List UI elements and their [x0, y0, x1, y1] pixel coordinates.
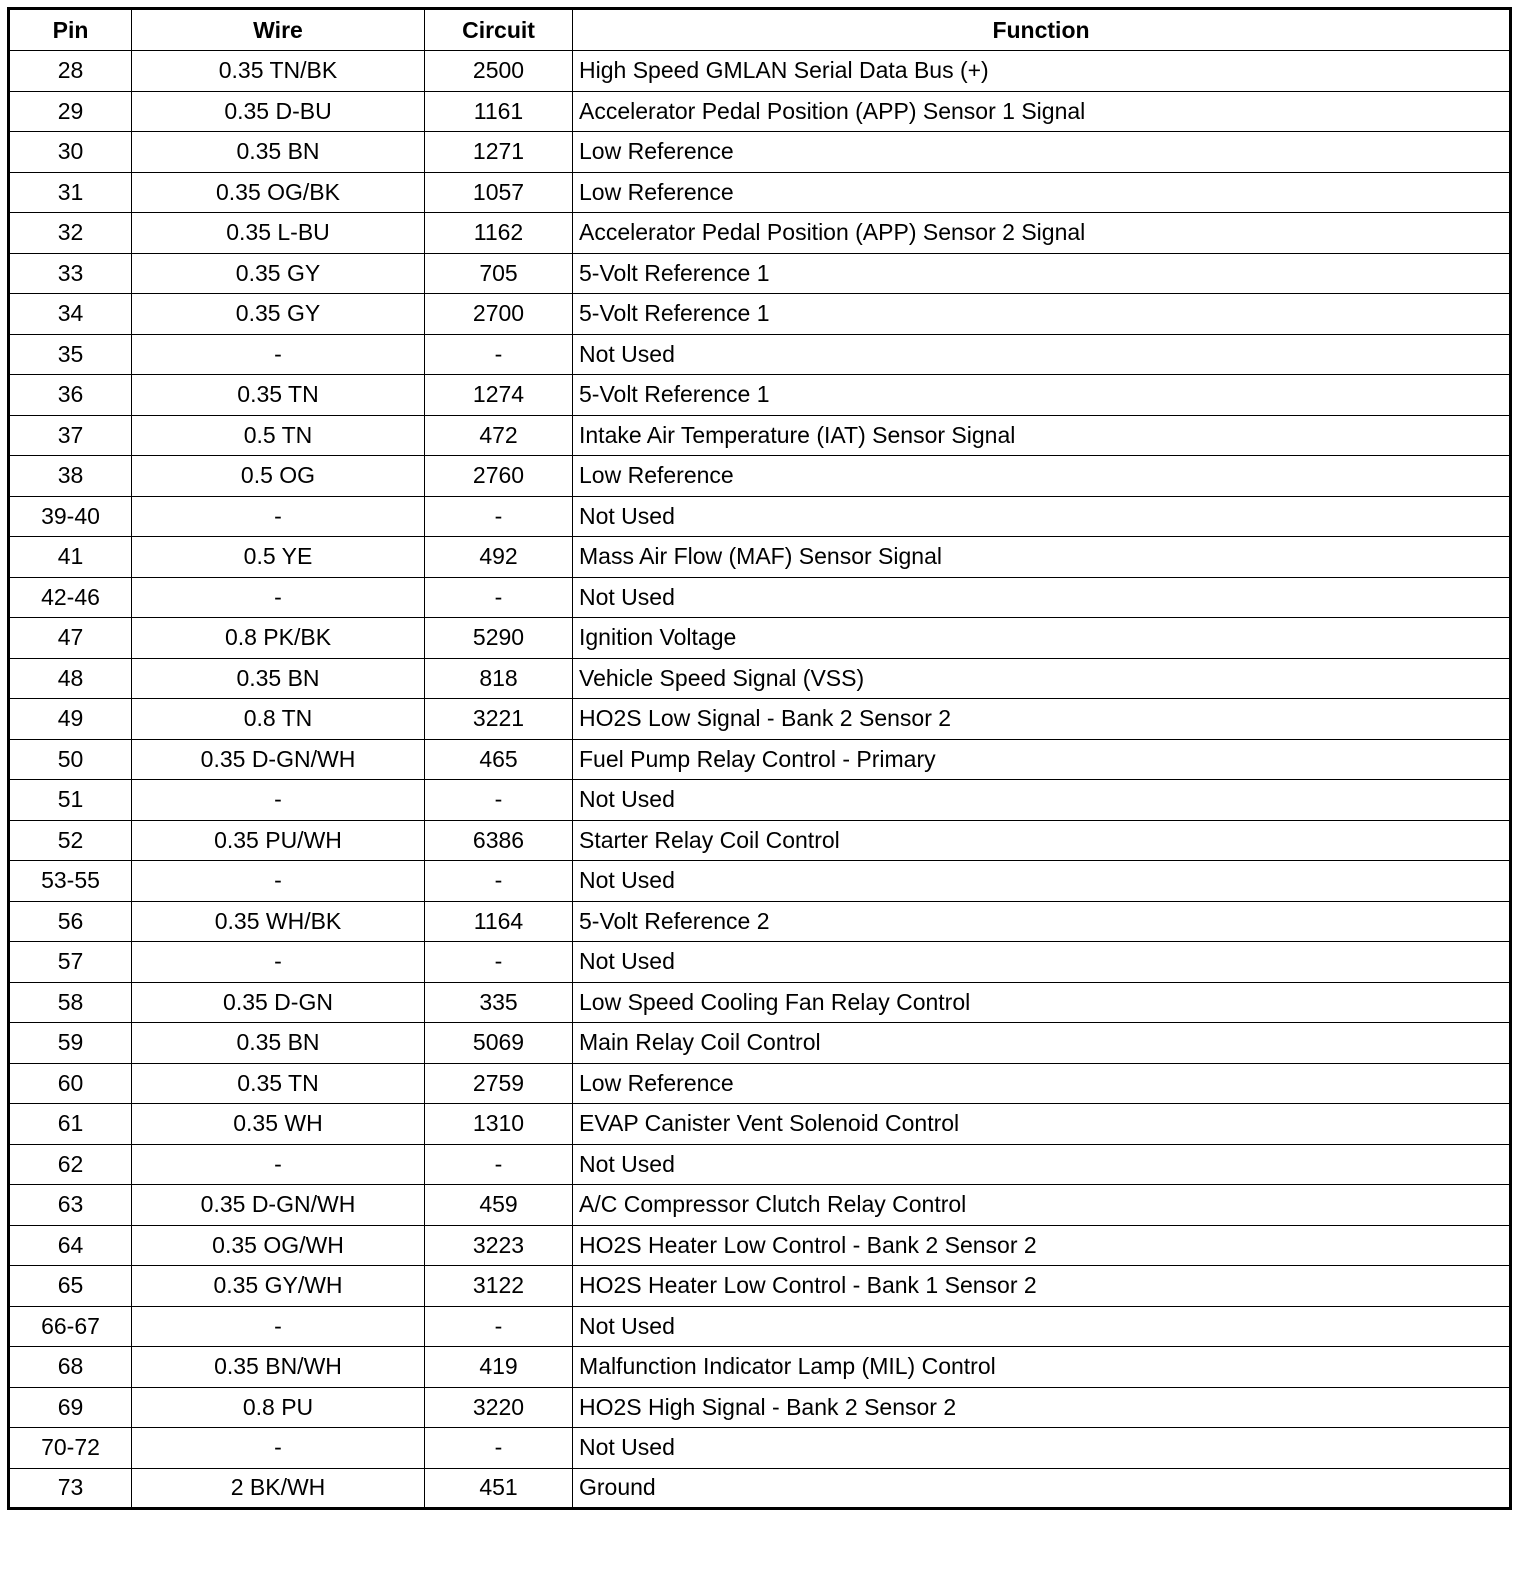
- table-row: [9, 739, 1511, 780]
- circuit-cell: 2759: [425, 1063, 573, 1104]
- table-row: [9, 658, 1511, 699]
- function-cell: Not Used: [573, 780, 1511, 821]
- wire-cell: 0.35 PU/WH: [132, 820, 425, 861]
- pin-cell: 48: [9, 658, 132, 699]
- wire-cell: -: [132, 1144, 425, 1185]
- table-row: [9, 1387, 1511, 1428]
- wire-cell: 0.35 TN/BK: [132, 51, 425, 92]
- table-row: [9, 456, 1511, 497]
- circuit-cell: -: [425, 1428, 573, 1469]
- table-row: [9, 1023, 1511, 1064]
- pin-cell: 63: [9, 1185, 132, 1226]
- wire-cell: 0.8 PK/BK: [132, 618, 425, 659]
- circuit-cell: 3221: [425, 699, 573, 740]
- pin-cell: 51: [9, 780, 132, 821]
- table-row: [9, 415, 1511, 456]
- pin-cell: 36: [9, 375, 132, 416]
- table-row: [9, 1266, 1511, 1307]
- function-cell: 5-Volt Reference 1: [573, 294, 1511, 335]
- pin-cell: 39-40: [9, 496, 132, 537]
- wire-cell: 0.35 D-BU: [132, 91, 425, 132]
- pin-cell: 52: [9, 820, 132, 861]
- function-cell: Low Speed Cooling Fan Relay Control: [573, 982, 1511, 1023]
- pin-cell: 57: [9, 942, 132, 983]
- pin-cell: 38: [9, 456, 132, 497]
- circuit-cell: 419: [425, 1347, 573, 1388]
- circuit-cell: 1162: [425, 213, 573, 254]
- column-header-function: Function: [573, 9, 1511, 51]
- function-cell: Main Relay Coil Control: [573, 1023, 1511, 1064]
- function-cell: 5-Volt Reference 2: [573, 901, 1511, 942]
- pin-cell: 34: [9, 294, 132, 335]
- function-cell: Accelerator Pedal Position (APP) Sensor 2 Signal: [573, 213, 1511, 254]
- function-cell: HO2S Heater Low Control - Bank 2 Sensor 2: [573, 1225, 1511, 1266]
- circuit-cell: -: [425, 577, 573, 618]
- pin-cell: 29: [9, 91, 132, 132]
- function-cell: 5-Volt Reference 1: [573, 375, 1511, 416]
- table-row: [9, 496, 1511, 537]
- function-cell: Vehicle Speed Signal (VSS): [573, 658, 1511, 699]
- wire-cell: 0.35 GY/WH: [132, 1266, 425, 1307]
- function-cell: Low Reference: [573, 456, 1511, 497]
- wire-cell: 0.35 BN: [132, 1023, 425, 1064]
- function-cell: Not Used: [573, 1144, 1511, 1185]
- pin-cell: 68: [9, 1347, 132, 1388]
- pin-cell: 47: [9, 618, 132, 659]
- wire-cell: 0.35 D-GN/WH: [132, 739, 425, 780]
- table-row: [9, 1347, 1511, 1388]
- function-cell: Not Used: [573, 577, 1511, 618]
- wire-cell: 0.35 BN/WH: [132, 1347, 425, 1388]
- wire-cell: 0.35 BN: [132, 658, 425, 699]
- wire-cell: 0.5 OG: [132, 456, 425, 497]
- function-cell: EVAP Canister Vent Solenoid Control: [573, 1104, 1511, 1145]
- circuit-cell: -: [425, 1306, 573, 1347]
- wire-cell: -: [132, 496, 425, 537]
- table-row: [9, 334, 1511, 375]
- circuit-cell: 3223: [425, 1225, 573, 1266]
- pin-cell: 60: [9, 1063, 132, 1104]
- wire-cell: 0.35 OG/WH: [132, 1225, 425, 1266]
- function-cell: Not Used: [573, 334, 1511, 375]
- pin-cell: 62: [9, 1144, 132, 1185]
- table-row: [9, 1104, 1511, 1145]
- function-cell: HO2S Low Signal - Bank 2 Sensor 2: [573, 699, 1511, 740]
- table-row: [9, 1306, 1511, 1347]
- table-row: [9, 294, 1511, 335]
- wire-cell: 0.35 D-GN: [132, 982, 425, 1023]
- wire-cell: -: [132, 577, 425, 618]
- wire-cell: -: [132, 780, 425, 821]
- function-cell: Not Used: [573, 861, 1511, 902]
- wire-cell: 0.8 PU: [132, 1387, 425, 1428]
- circuit-cell: 5069: [425, 1023, 573, 1064]
- function-cell: Not Used: [573, 1428, 1511, 1469]
- table-row: [9, 1144, 1511, 1185]
- wire-cell: -: [132, 334, 425, 375]
- pin-cell: 66-67: [9, 1306, 132, 1347]
- function-cell: Low Reference: [573, 1063, 1511, 1104]
- wire-cell: 0.35 BN: [132, 132, 425, 173]
- function-cell: Malfunction Indicator Lamp (MIL) Control: [573, 1347, 1511, 1388]
- circuit-cell: 3122: [425, 1266, 573, 1307]
- circuit-cell: 1310: [425, 1104, 573, 1145]
- function-cell: High Speed GMLAN Serial Data Bus (+): [573, 51, 1511, 92]
- pin-cell: 59: [9, 1023, 132, 1064]
- table-row: [9, 780, 1511, 821]
- table-body: [9, 51, 1511, 1509]
- wire-cell: 0.35 TN: [132, 375, 425, 416]
- column-header-wire: Wire: [132, 9, 425, 51]
- pin-cell: 64: [9, 1225, 132, 1266]
- circuit-cell: 472: [425, 415, 573, 456]
- table-row: [9, 375, 1511, 416]
- column-header-circuit: Circuit: [425, 9, 573, 51]
- function-cell: Accelerator Pedal Position (APP) Sensor 1 Signal: [573, 91, 1511, 132]
- table-row: [9, 172, 1511, 213]
- circuit-cell: 1271: [425, 132, 573, 173]
- pin-cell: 53-55: [9, 861, 132, 902]
- pin-cell: 49: [9, 699, 132, 740]
- circuit-cell: 1164: [425, 901, 573, 942]
- wire-cell: -: [132, 1428, 425, 1469]
- function-cell: 5-Volt Reference 1: [573, 253, 1511, 294]
- pin-cell: 42-46: [9, 577, 132, 618]
- circuit-cell: 2760: [425, 456, 573, 497]
- circuit-cell: 335: [425, 982, 573, 1023]
- pin-cell: 32: [9, 213, 132, 254]
- circuit-cell: 3220: [425, 1387, 573, 1428]
- table-row: [9, 901, 1511, 942]
- table-row: [9, 51, 1511, 92]
- circuit-cell: 6386: [425, 820, 573, 861]
- connector-pinout-table: [7, 7, 1512, 1510]
- circuit-cell: 2500: [425, 51, 573, 92]
- pin-cell: 31: [9, 172, 132, 213]
- function-cell: Not Used: [573, 942, 1511, 983]
- column-header-pin: Pin: [9, 9, 132, 51]
- function-cell: A/C Compressor Clutch Relay Control: [573, 1185, 1511, 1226]
- wire-cell: 0.35 GY: [132, 294, 425, 335]
- circuit-cell: 492: [425, 537, 573, 578]
- function-cell: HO2S Heater Low Control - Bank 1 Sensor 2: [573, 1266, 1511, 1307]
- pin-cell: 35: [9, 334, 132, 375]
- circuit-cell: -: [425, 334, 573, 375]
- circuit-cell: 1057: [425, 172, 573, 213]
- table-row: [9, 982, 1511, 1023]
- pin-cell: 28: [9, 51, 132, 92]
- pin-cell: 61: [9, 1104, 132, 1145]
- table-row: [9, 577, 1511, 618]
- table-row: [9, 1468, 1511, 1509]
- pin-cell: 37: [9, 415, 132, 456]
- circuit-cell: 459: [425, 1185, 573, 1226]
- function-cell: Not Used: [573, 496, 1511, 537]
- table-row: [9, 253, 1511, 294]
- table-row: [9, 942, 1511, 983]
- circuit-cell: 705: [425, 253, 573, 294]
- function-cell: Intake Air Temperature (IAT) Sensor Signal: [573, 415, 1511, 456]
- pin-cell: 70-72: [9, 1428, 132, 1469]
- function-cell: Not Used: [573, 1306, 1511, 1347]
- circuit-cell: -: [425, 496, 573, 537]
- pin-cell: 33: [9, 253, 132, 294]
- table-row: [9, 537, 1511, 578]
- pin-cell: 69: [9, 1387, 132, 1428]
- function-cell: Fuel Pump Relay Control - Primary: [573, 739, 1511, 780]
- function-cell: Low Reference: [573, 132, 1511, 173]
- wire-cell: 0.35 OG/BK: [132, 172, 425, 213]
- pin-cell: 41: [9, 537, 132, 578]
- pin-cell: 30: [9, 132, 132, 173]
- wire-cell: 0.35 WH: [132, 1104, 425, 1145]
- wire-cell: 0.5 TN: [132, 415, 425, 456]
- table-row: [9, 820, 1511, 861]
- circuit-cell: -: [425, 780, 573, 821]
- wire-cell: -: [132, 942, 425, 983]
- table-row: [9, 132, 1511, 173]
- pin-cell: 65: [9, 1266, 132, 1307]
- wire-cell: 0.35 D-GN/WH: [132, 1185, 425, 1226]
- function-cell: Starter Relay Coil Control: [573, 820, 1511, 861]
- wire-cell: 0.35 WH/BK: [132, 901, 425, 942]
- pin-cell: 50: [9, 739, 132, 780]
- function-cell: Low Reference: [573, 172, 1511, 213]
- circuit-cell: 5290: [425, 618, 573, 659]
- function-cell: Ground: [573, 1468, 1511, 1509]
- function-cell: HO2S High Signal - Bank 2 Sensor 2: [573, 1387, 1511, 1428]
- table-row: [9, 618, 1511, 659]
- table-row: [9, 699, 1511, 740]
- wire-cell: 0.5 YE: [132, 537, 425, 578]
- header-row: [9, 9, 1511, 51]
- circuit-cell: 451: [425, 1468, 573, 1509]
- wire-cell: 2 BK/WH: [132, 1468, 425, 1509]
- wire-cell: -: [132, 1306, 425, 1347]
- pin-cell: 73: [9, 1468, 132, 1509]
- circuit-cell: 2700: [425, 294, 573, 335]
- circuit-cell: -: [425, 1144, 573, 1185]
- wire-cell: 0.35 TN: [132, 1063, 425, 1104]
- table-row: [9, 861, 1511, 902]
- table-row: [9, 1063, 1511, 1104]
- wire-cell: 0.35 GY: [132, 253, 425, 294]
- circuit-cell: -: [425, 861, 573, 902]
- table-row: [9, 1185, 1511, 1226]
- wire-cell: -: [132, 861, 425, 902]
- table-row: [9, 213, 1511, 254]
- pin-cell: 56: [9, 901, 132, 942]
- pin-cell: 58: [9, 982, 132, 1023]
- function-cell: Mass Air Flow (MAF) Sensor Signal: [573, 537, 1511, 578]
- table-row: [9, 1225, 1511, 1266]
- circuit-cell: 465: [425, 739, 573, 780]
- circuit-cell: 1274: [425, 375, 573, 416]
- wire-cell: 0.8 TN: [132, 699, 425, 740]
- circuit-cell: 1161: [425, 91, 573, 132]
- function-cell: Ignition Voltage: [573, 618, 1511, 659]
- circuit-cell: 818: [425, 658, 573, 699]
- table-row: [9, 1428, 1511, 1469]
- table-row: [9, 91, 1511, 132]
- circuit-cell: -: [425, 942, 573, 983]
- wire-cell: 0.35 L-BU: [132, 213, 425, 254]
